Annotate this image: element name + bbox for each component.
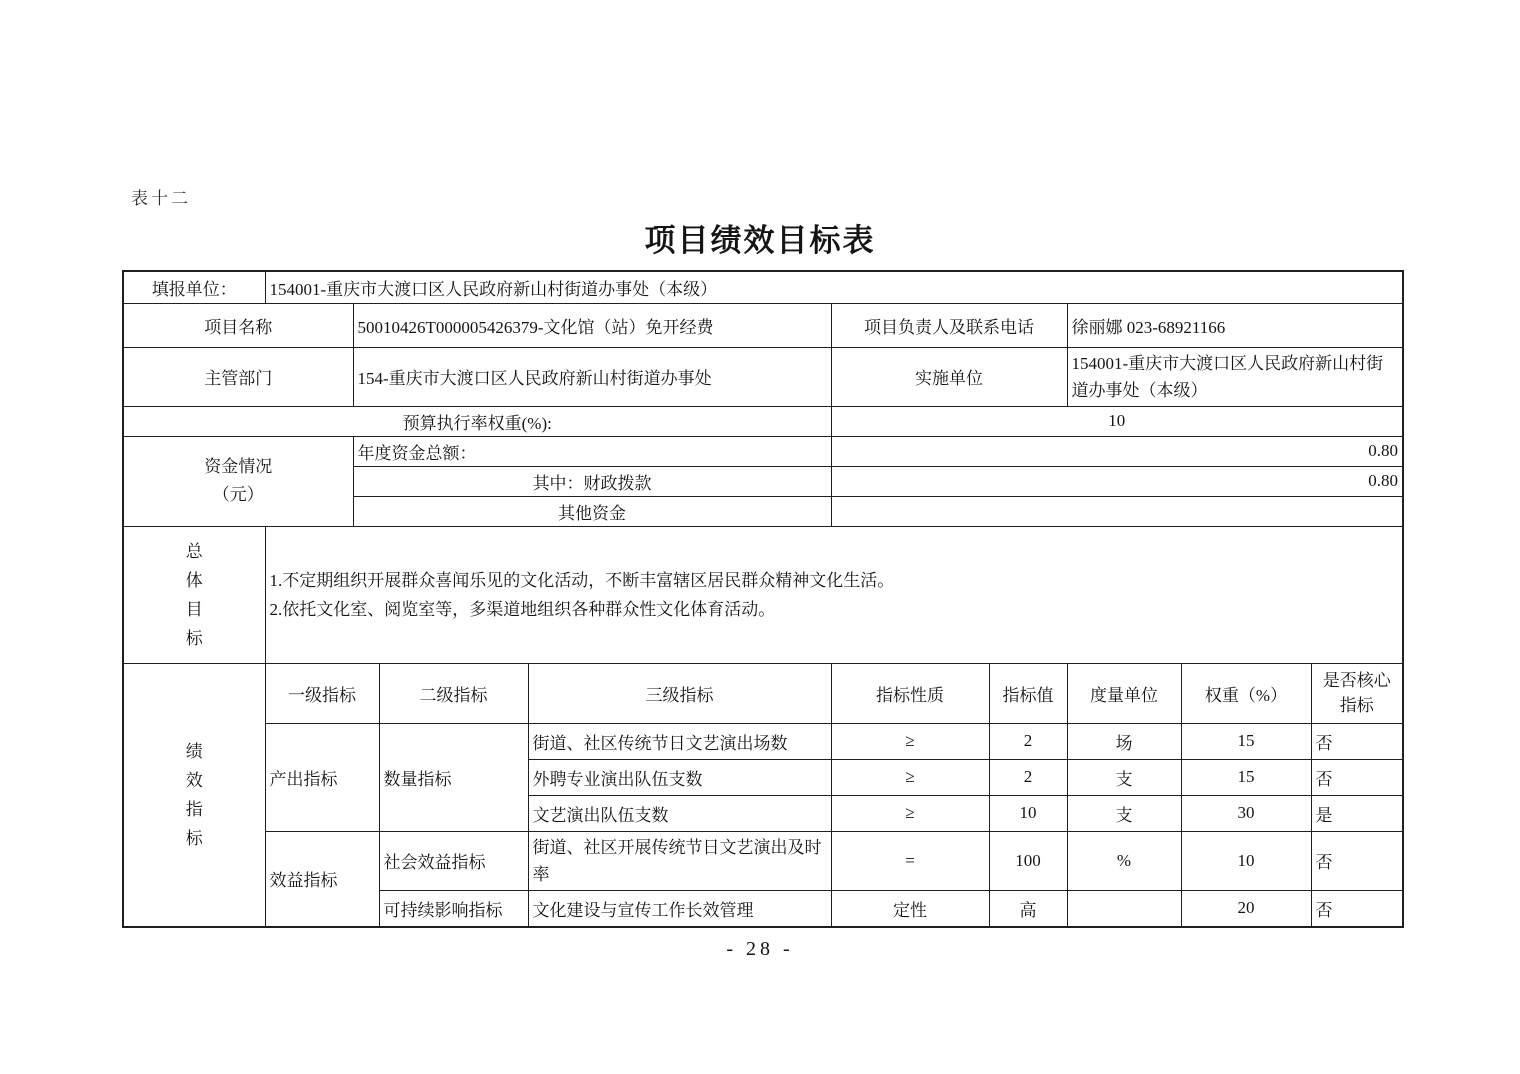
header-value: 指标值 [989,663,1067,723]
other-funds-value [831,496,1403,526]
fiscal-funds-value: 0.80 [831,466,1403,496]
impl-unit-label: 实施单位 [831,347,1067,406]
table-row [123,406,1403,436]
annual-total-value: 0.80 [831,436,1403,466]
indicator-name: 文艺演出队伍支数 [528,795,831,831]
indicator-weight: 15 [1181,723,1311,759]
budget-rate-label: 预算执行率权重(%): [123,406,831,436]
table-row [123,347,1403,406]
goal-line: 1.不定期组织开展群众喜闻乐见的文化活动，不断丰富辖区居民群众精神文化生活。 [269,570,895,590]
project-name-label: 项目名称 [123,303,353,347]
indicator-nature: ≥ [831,723,989,759]
level2-sustain: 可持续影响指标 [379,890,528,927]
funds-section-label [123,436,353,526]
other-funds-label: 其他资金 [353,496,831,526]
table-row [123,271,1403,303]
indicator-core: 否 [1311,759,1403,795]
annual-total-label: 年度资金总额： [353,436,831,466]
indicator-name: 街道、社区开展传统节日文艺演出及时率 [528,831,831,890]
table-row [123,436,1403,466]
table-row [123,303,1403,347]
header-level1: 一级指标 [265,663,379,723]
level1-output: 产出指标 [265,723,379,831]
indicator-core: 是 [1311,795,1403,831]
project-manager-label: 项目负责人及联系电话 [831,303,1067,347]
indicator-value: 10 [989,795,1067,831]
funds-label-line1: 资金情况 [204,457,273,476]
indicator-unit: 支 [1067,795,1181,831]
indicator-name: 文化建设与宣传工作长效管理 [528,890,831,927]
reporting-unit-value: 154001-重庆市大渡口区人民政府新山村街道办事处（本级） [265,271,1403,303]
indicator-core: 否 [1311,723,1403,759]
fiscal-funds-label: 其中：财政拨款 [353,466,831,496]
performance-target-table [122,270,1404,928]
indicator-unit [1067,890,1181,927]
indicator-nature: ≥ [831,795,989,831]
header-level3: 三级指标 [528,663,831,723]
indicator-value: 高 [989,890,1067,927]
indicator-weight: 20 [1181,890,1311,927]
page-title: 项目绩效目标表 [644,223,876,258]
indicator-nature: 定性 [831,890,989,927]
indicator-unit: 支 [1067,759,1181,795]
header-level2: 二级指标 [379,663,528,723]
indicator-weight: 10 [1181,831,1311,890]
funds-label-line2: （元） [212,485,264,504]
level1-benefit: 效益指标 [265,831,379,927]
reporting-unit-label: 填报单位： [123,271,265,303]
indicator-header-row [123,663,1403,723]
indicator-core: 否 [1311,831,1403,890]
indicator-row [123,831,1403,890]
header-unit: 度量单位 [1067,663,1181,723]
indicator-value: 100 [989,831,1067,890]
indicator-name: 外聘专业演出队伍支数 [528,759,831,795]
level2-social: 社会效益指标 [379,831,528,890]
table-tag: 表十二 [131,189,191,208]
page-number: - 28 - [726,938,794,960]
indicator-nature: ≥ [831,759,989,795]
project-manager-value: 徐丽娜 023-68921166 [1067,303,1403,347]
dept-value: 154-重庆市大渡口区人民政府新山村街道办事处 [353,347,831,406]
goal-line: 2.依托文化室、阅览室等，多渠道地组织各种群众性文化体育活动。 [269,599,776,619]
overall-goal-content [265,526,1403,663]
indicator-value: 2 [989,723,1067,759]
indicator-nature: = [831,831,989,890]
indicator-weight: 15 [1181,759,1311,795]
impl-unit-value: 154001-重庆市大渡口区人民政府新山村街道办事处（本级） [1067,347,1403,406]
indicator-value: 2 [989,759,1067,795]
project-name-value: 50010426T000005426379-文化馆（站）免开经费 [353,303,831,347]
indicator-row [123,723,1403,759]
level2-quantity: 数量指标 [379,723,528,831]
header-core: 是否核心指标 [1311,663,1403,723]
dept-label: 主管部门 [123,347,353,406]
indicator-core: 否 [1311,890,1403,927]
header-nature: 指标性质 [831,663,989,723]
indicator-unit: % [1067,831,1181,890]
header-weight: 权重（%） [1181,663,1311,723]
table-row [123,526,1403,663]
budget-rate-value: 10 [831,406,1403,436]
performance-indicators-label: 绩 效 指 标 [123,663,265,927]
indicator-unit: 场 [1067,723,1181,759]
overall-goal-label: 总 体 目 标 [123,526,265,663]
indicator-name: 街道、社区传统节日文艺演出场数 [528,723,831,759]
indicator-weight: 30 [1181,795,1311,831]
